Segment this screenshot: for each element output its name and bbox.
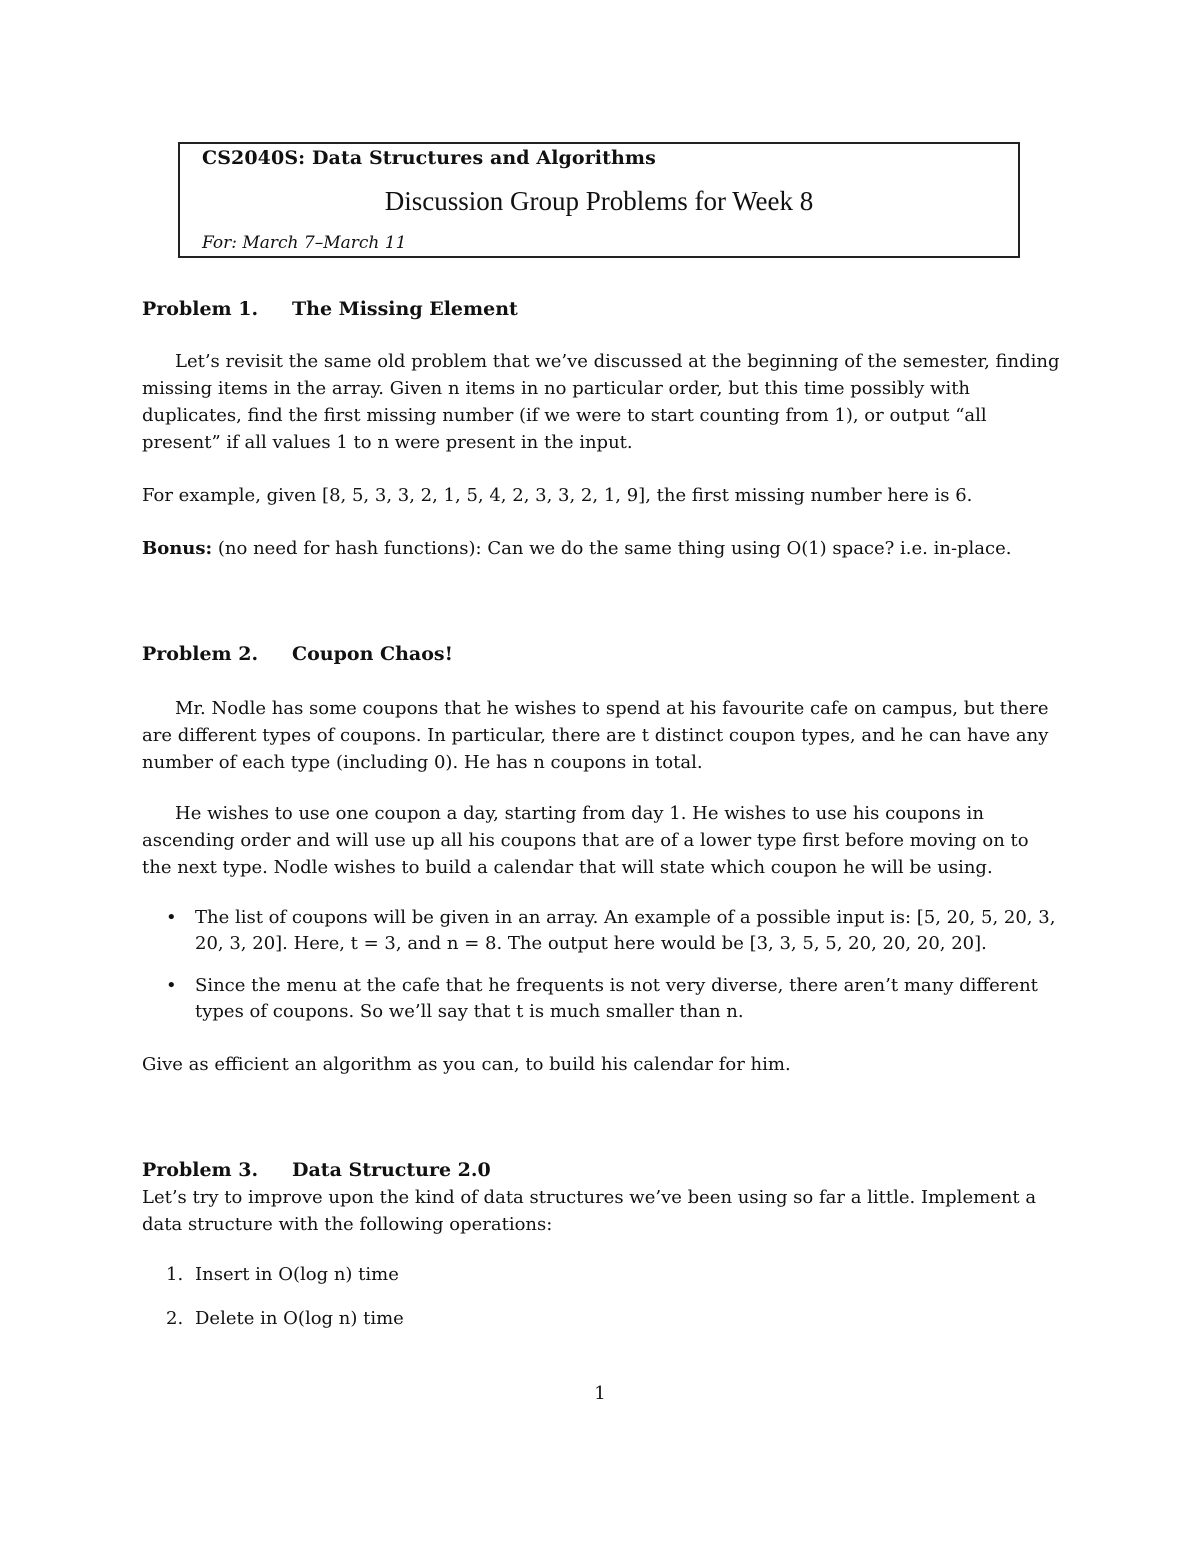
problem-2-bullet-list: [142, 905, 1062, 1041]
list-number: 1.: [166, 1264, 184, 1285]
problem-2-paragraph-2: He wishes to use one coupon a day, starting from day 1. He wishes to use his coupons in ascending order and will use up all his coupons that are of a lower type first before moving on to the next type. Nodle wishes to build a calendar that will state which coupon he will be using.: [142, 803, 1029, 878]
list-item: [142, 1306, 1062, 1332]
problem-1-bonus: [142, 535, 1062, 562]
list-text: Delete in O(log n) time: [195, 1308, 404, 1329]
course-title: CS2040S: Data Structures and Algorithms: [202, 147, 656, 169]
list-item: [142, 1262, 1062, 1288]
problem-2-number: Problem 2.: [142, 643, 259, 665]
header-box: [178, 142, 1020, 258]
document-title: Discussion Group Problems for Week 8: [384, 186, 814, 216]
problem-1-title: The Missing Element: [292, 298, 518, 320]
problem-1-heading: [142, 296, 518, 323]
problem-1-number: Problem 1.: [142, 298, 259, 320]
problem-3-intro: Let’s try to improve upon the kind of data structures we’ve been using so far a little. Implement a data structure with the following operations:: [142, 1187, 1037, 1235]
bullet-icon: •: [166, 975, 177, 996]
problem-3-numbered-list: [142, 1262, 1062, 1348]
list-number: 2.: [166, 1308, 184, 1329]
page-number: 1: [594, 1383, 606, 1404]
problem-3-heading: [142, 1157, 491, 1184]
bullet-text: Since the menu at the cafe that he frequents is not very diverse, there aren’t many different types of coupons. So we’ll say that t is much smaller than n.: [195, 975, 1038, 1022]
list-text: Insert in O(log n) time: [195, 1264, 399, 1285]
problem-1-example: For example, given [8, 5, 3, 3, 2, 1, 5, 4, 2, 3, 3, 2, 1, 9], the first missing number here is 6.: [142, 485, 973, 506]
problem-1-paragraph: Let’s revisit the same old problem that we’ve discussed at the beginning of the semester, finding missing items in the array. Given n items in no particular order, but this time possibly with duplicates, find the first missing number (if we were to start counting from 1), or output “all present” if all values 1 to n were present in the input.: [142, 351, 1060, 453]
date-range: For: March 7–March 11: [202, 233, 407, 253]
problem-3-number: Problem 3.: [142, 1159, 259, 1181]
problem-2-heading: [142, 641, 453, 668]
bonus-text: (no need for hash functions): Can we do the same thing using O(1) space? i.e. in-place.: [217, 538, 1012, 559]
bullet-text: The list of coupons will be given in an array. An example of a possible input is: [5, 20, 5, 20, 3, 20, 3, 20]. Here, t = 3, and n = 8. The output here would be [3, 3, 5, 5, 20, 20, 20, 20].: [195, 907, 1056, 954]
bullet-icon: •: [166, 907, 177, 928]
list-item: [142, 905, 1062, 957]
problem-2-title: Coupon Chaos!: [292, 643, 453, 665]
problem-2-paragraph-1: Mr. Nodle has some coupons that he wishes to spend at his favourite cafe on campus, but there are different types of coupons. In particular, there are t distinct coupon types, and he can have any number of each type (including 0). He has n coupons in total.: [142, 698, 1049, 773]
bonus-label: Bonus:: [142, 538, 213, 559]
list-item: [142, 973, 1062, 1025]
problem-3-title: Data Structure 2.0: [292, 1159, 491, 1181]
problem-2-closing: Give as efficient an algorithm as you can, to build his calendar for him.: [142, 1054, 791, 1075]
